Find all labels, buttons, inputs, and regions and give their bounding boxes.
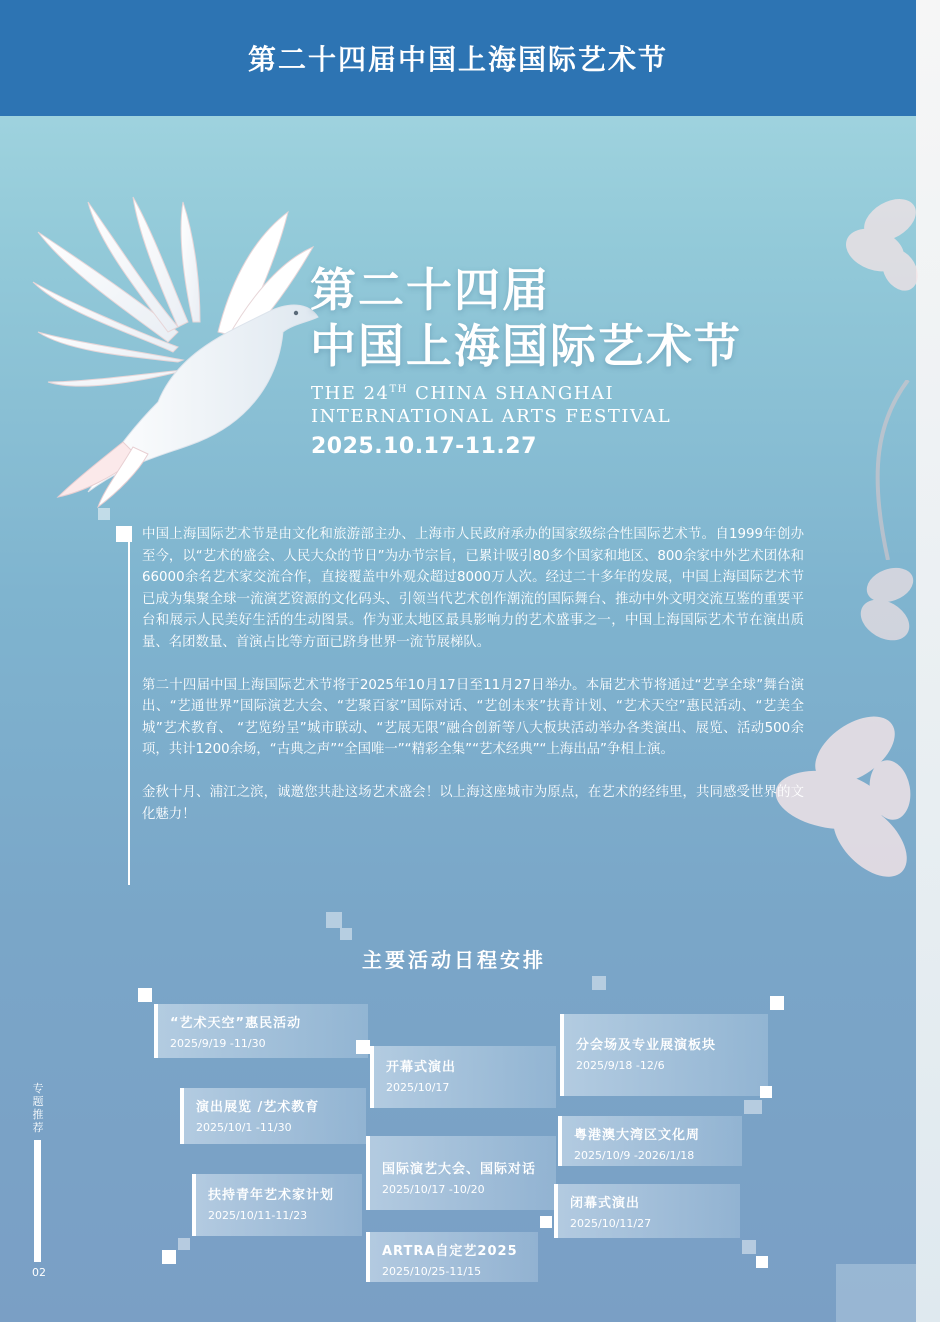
deco-square — [836, 1264, 916, 1322]
hero-title-line2: 中国上海国际艺术节 — [310, 319, 742, 373]
intro-paragraph-3: 金秋十月、浦江之滨，诚邀您共赴这场艺术盛会！以上海这座城市为原点，在艺术的经纬里，共同感受世界的文化魅力！ — [142, 784, 804, 822]
schedule-item-title: 演出展览 /艺术教育 — [196, 1100, 320, 1115]
hero-english-title — [311, 378, 671, 428]
header-bar — [0, 0, 916, 116]
hero-en-line1-sup: TH — [389, 384, 408, 395]
schedule-item — [370, 1046, 556, 1108]
schedule-item-date: 2025/10/17 — [386, 1081, 450, 1094]
hero-title-line1: 第二十四届 — [310, 263, 550, 317]
intro-text — [142, 524, 804, 846]
schedule-item — [366, 1232, 538, 1282]
schedule-item-date: 2025/10/17 -10/20 — [382, 1183, 485, 1196]
dove-illustration — [28, 192, 328, 512]
schedule-item-date: 2025/10/25-11/15 — [382, 1265, 482, 1278]
blossom-mid-right — [850, 550, 920, 660]
schedule-item-date: 2025/9/18 -12/6 — [576, 1059, 665, 1072]
schedule-item — [554, 1184, 740, 1238]
schedule-item-title: 扶持青年艺术家计划 — [208, 1188, 335, 1203]
deco-square — [770, 996, 784, 1010]
schedule-item-title: 粤港澳大湾区文化周 — [574, 1128, 701, 1143]
deco-square — [592, 976, 606, 990]
header-title: 第二十四届中国上海国际艺术节 — [247, 43, 668, 76]
schedule-item-date: 2025/10/1 -11/30 — [196, 1121, 292, 1134]
schedule-heading: 主要活动日程安排 — [362, 948, 546, 972]
blossom-top-right — [830, 180, 920, 320]
schedule-item-title: 分会场及专业展演板块 — [576, 1038, 717, 1053]
schedule-item — [180, 1088, 366, 1144]
schedule-item-title: 国际演艺大会、国际对话 — [382, 1162, 537, 1177]
hero-title — [310, 262, 742, 374]
hero-en-line1-a: THE 24 — [311, 383, 390, 404]
hero-date: 2025.10.17-11.27 — [311, 434, 537, 459]
schedule-item-date: 2025/10/9 -2026/1/18 — [574, 1149, 695, 1162]
schedule-item — [560, 1014, 768, 1096]
hero-en-line1-b: CHINA SHANGHAI — [407, 383, 615, 404]
section-label-bar — [34, 1140, 41, 1262]
schedule-item-title: 开幕式演出 — [386, 1060, 457, 1075]
deco-square — [760, 1086, 772, 1098]
deco-square — [162, 1250, 176, 1264]
schedule-item — [366, 1136, 556, 1210]
schedule-item-title: 闭幕式演出 — [570, 1196, 641, 1211]
deco-square — [540, 1216, 552, 1228]
schedule-item — [192, 1174, 362, 1236]
hero-en-line2: INTERNATIONAL ARTS FESTIVAL — [311, 406, 672, 427]
deco-square — [138, 988, 152, 1002]
intro-paragraph-2: 第二十四届中国上海国际艺术节将于2025年10月17日至11月27日举办。本届艺术节将通过“艺享全球”舞台演出、“艺通世界”国际演艺大会、“艺聚百家”国际对话、“艺创未来”扶青计划、“艺术天空”惠民活动、“艺美全城”艺术教育、 “艺览纷呈”城市联动、“艺展无限”融合创新等八大板块活动举办各类演出、展览、活动500余项，共计1200余场，“古典之声”“全国唯一”“精彩全集”“艺术经典”“上海出品”争相上演。 — [142, 677, 804, 758]
deco-square — [178, 1238, 190, 1250]
schedule-item-title: “艺术天空”惠民活动 — [170, 1016, 302, 1031]
intro-vertical-bar — [128, 530, 130, 885]
schedule-item-date: 2025/10/11-11/23 — [208, 1209, 308, 1222]
branch-right — [838, 380, 918, 560]
schedule-item — [558, 1116, 742, 1166]
schedule-item — [154, 1004, 368, 1058]
deco-square — [340, 928, 352, 940]
page-number: 02 — [32, 1266, 46, 1279]
deco-square — [756, 1256, 768, 1268]
deco-square — [356, 1040, 370, 1054]
schedule-item-title: ARTRA自定艺2025 — [382, 1244, 518, 1259]
schedule-item-date: 2025/10/11/27 — [570, 1217, 652, 1230]
deco-square — [742, 1240, 756, 1254]
intro-corner-square-faint — [98, 508, 110, 520]
section-label: 专题推荐 — [32, 1082, 44, 1134]
intro-paragraph-1: 中国上海国际艺术节是由文化和旅游部主办、上海市人民政府承办的国家级综合性国际艺术节。自1999年创办至今，以“艺术的盛会、人民大众的节日”为办节宗旨，已累计吸引80多个国家和地区、800余家中外艺术团体和66000余名艺术家交流合作，直接覆盖中外观众超过8000万人次。经过二十多年的发展，中国上海国际艺术节已成为集聚全球一流演艺资源的文化码头、引领当代艺术创作潮流的国际舞台、推动中外文明交流互鉴的重要平台和展示人民美好生活的生动图景。作为亚太地区最具影响力的艺术盛事之一，中国上海国际艺术节在演出质量、名团数量、首演占比等方面已跻身世界一流节展梯队。 — [142, 527, 804, 650]
deco-square — [326, 912, 342, 928]
deco-square — [744, 1100, 762, 1114]
schedule-item-date: 2025/9/19 -11/30 — [170, 1037, 266, 1050]
